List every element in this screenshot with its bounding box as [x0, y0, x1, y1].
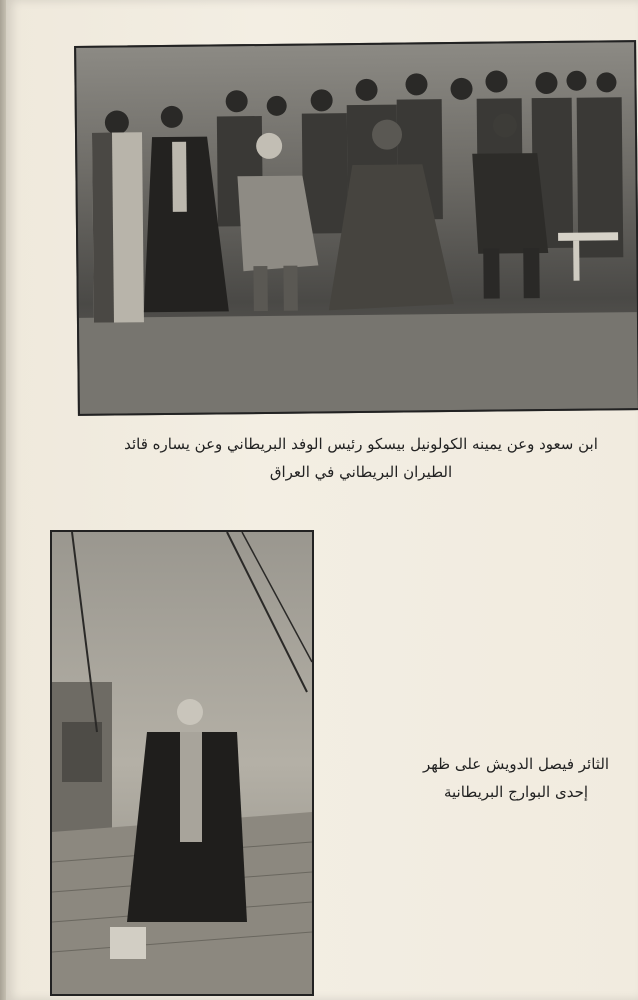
- group-photo-caption: [106, 430, 616, 486]
- caption-line: الثائر فيصل الدويش على ظهر: [422, 755, 610, 773]
- deck-photo-caption: [411, 750, 621, 806]
- caption-line: ابن سعود وعن يمينه الكولونيل بيسكو رئيس الوفد البريطاني وعن يساره قائد: [124, 435, 598, 453]
- group-photo: [74, 40, 638, 416]
- book-page: [6, 0, 638, 1000]
- deck-photo: [50, 530, 314, 996]
- caption-line: الطيران البريطاني في العراق: [269, 463, 453, 481]
- caption-line: إحدى البوارج البريطانية: [443, 783, 589, 801]
